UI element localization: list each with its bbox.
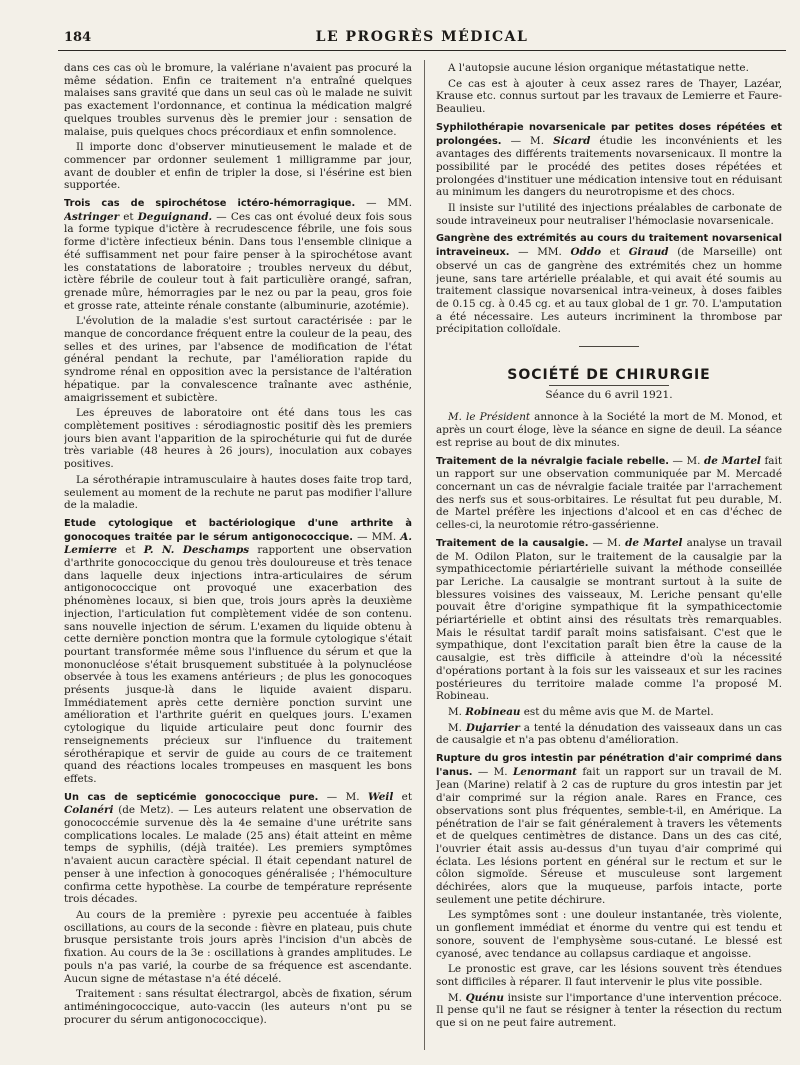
left-column (64, 62, 412, 1052)
page-number: 184 (64, 30, 92, 45)
heading-rule (549, 385, 669, 386)
author: Sicard (553, 134, 591, 147)
author: Lenormant (512, 765, 577, 778)
paragraph: Les symptômes sont : une douleur instantanée, très violente, un gonflement immédiat et énorme du ventre qui est tendu et sonore, souvent de l'emphysème sous-cutané. Le blessé est cyanosé, avec tendance au collapsus cardiaque et angoisse. (436, 909, 782, 960)
paragraph: Ce cas est à ajouter à ceux assez rares de Thayer, Lazéar, Krause etc. connus surtout par les travaux de Lemierre et Faure-Beaulieu. (436, 77, 782, 116)
page-header (58, 24, 786, 51)
author: A. Lemierre (64, 530, 412, 557)
author: Giraud (628, 246, 669, 259)
author: M. le Président (448, 411, 531, 424)
section-heading: SOCIÉTÉ DE CHIRURGIE (507, 367, 711, 384)
paragraph: Le pronostic est grave, car les lésions souvent très étendues sont difficiles à réparer. Il faut intervenir le plus vite possible. (436, 963, 782, 988)
paragraph: Au cours de la première : pyrexie peu accentuée à faibles oscillations, au cours de la seconde : fièvre en plateau, puis chute brusque persistante trois jours après l'incision d'un abcès de fixation. Au cours de la 3e : oscillations à grandes amplitudes. Le pouls n'a pas varié, la courbe de sa fréquence est ascendante. Aucun signe de métastase n'a été décelé. (64, 909, 412, 985)
article-nevralgie: Traitement de la névralgie faciale rebelle. — M. de Martel fait un rapport sur une observation communiquée par M. Mercadé concernant un cas de névralgie faciale traitée par l'arrachement des nerfs sus et sous-orbitaires. Le résultat fut peu durable, M. de Martel préfère les injections d'alcool et en cas d'échec de celles-ci, la neurotomie rétro-gassérienne. (436, 454, 782, 532)
article-arthrite: Etude cytologique et bactériologique d'une arthrite à gonocoques traitée par le sérum antigonococcique. — MM. A. Lemierre et P. N. Deschamps rapportent une observation d'arthrite gonococcique du genou très douloureuse et très tenace dans laquelle deux injections intra-articulaires de sérum antigonococcique ont provoqué une exacerbation des phénomènes locaux, si bien que, trois jours après la deuxième injection, l'articulation fut complètement vidée de son contenu. sans nouvelle injection de sérum. L'examen du liquide obtenu à cette dernière ponction montra que la formule cytologique s'était pourtant transformée même sous l'influence du sérum et que la mononucléose s'était brusquement substituée à la polynucléose observée à tous les examens antérieurs ; de plus les gonocoques présents jusque-là dans le liquide avaient disparu. Immédiatement après cette dernière ponction survint une amélioration et l'arthrite guérit en quelques jours. L'examen cytologique du liquide articulaire peut donc fournir des renseignements précieux sur l'influence du traitement sérothérapique et servir de guide au cours de ce traitement quand des réactions locales trompeuses en masquent les bons effets. (64, 517, 412, 785)
author: Dujarrier (465, 721, 520, 734)
paragraph: L'évolution de la maladie s'est surtout caractérisée : par le manque de concordance fréquent entre la couleur de la peau, des selles et des urines, par l'absence de modification de l'état général pendant la rechute, par l'amélioration rapide du syndrome rénal en opposition avec la persistance de l'altération hépatique. par la convalescence traînante avec asthénie, amaigrissement et subictère. (64, 315, 412, 404)
author: de Martel (704, 454, 761, 467)
author: Deguignand. (137, 210, 213, 223)
author: Robineau (465, 705, 521, 718)
article-title: Traitement de la causalgie. (436, 537, 589, 549)
section-separator (579, 346, 639, 347)
author: Colanéri (64, 804, 114, 817)
paragraph: M. Dujarrier a tenté la dénudation des vaisseaux dans un cas de causalgie et n'a pas obtenu d'amélioration. (436, 721, 782, 747)
paragraph: Il insiste sur l'utilité des injections préalables de carbonate de soude intraveineux pour neutraliser l'hémoclasie novarsenicale. (436, 202, 782, 227)
author: Weil (367, 790, 394, 803)
paragraph: La sérothérapie intramusculaire à hautes doses faite trop tard, seulement au moment de la rechute ne parut pas modifier l'allure de la maladie. (64, 473, 412, 512)
author: Quénu (465, 991, 504, 1004)
article-gangrene: Gangrène des extrémités au cours du traitement novarsenical intraveineux. — MM. Oddo et Giraud (de Marseille) ont observé un cas de gangrène des extrémités chez un homme jeune, sans tare artérielle préalable, et qui avait été soumis au traitement classique novarsenical intra-veineux, à doses faibles de 0.15 cg. à 0.45 cg. et au taux global de 1 gr. 70. L'amputation a été nécessaire. Les auteurs incriminent la thrombose par précipitation colloïdale. (436, 233, 782, 336)
article-title: Rupture du gros intestin par pénétration d'air comprimé dans l'anus. (436, 753, 782, 778)
column-divider (424, 60, 425, 1050)
running-title: LE PROGRÈS MÉDICAL (315, 29, 529, 45)
article-syphilotherapie: Syphilothérapie novarsenicale par petites doses répétées et prolongées. — M. Sicard étudie les inconvénients et les avantages des différents traitements novarsenicaux. Il montre la possibilité par le procédé des petites doses répétées et prolongées d'instituer une médication intensive tout en réduisant au minimum les dangers du neurotropisme et des chocs. (436, 121, 782, 199)
article-title: Gangrène des extrémités au cours du traitement novarsenical intraveineux. (436, 233, 782, 259)
author: de Martel (625, 536, 683, 549)
author: P. N. Deschamps (143, 544, 250, 557)
right-column (436, 62, 782, 1052)
paragraph: Les épreuves de laboratoire ont été dans tous les cas complètement positives : sérodiagnostic positif dès les premiers jours bien avant l'apparition de la spirochéturie qui fut de durée très variable (48 heures à 26 jours), inoculation aux cobayes positives. (64, 407, 412, 471)
article-title: Trois cas de spirochétose ictéro-hémorragique. (64, 198, 356, 210)
article-spirochetose: Trois cas de spirochétose ictéro-hémorragique. — MM. Astringer et Deguignand. — Ces cas ont évolué deux fois sous la forme typique d'ictère à recrudescence fébrile, une fois sous forme d'ictère infectieux bénin. Dans tous l'ensemble clinique a été suffisamment net pour faire penser à la spirochétose avant les constatations de laboratoire ; troubles nerveux du début, ictère fébrile de couleur tout à fait particulière orangé, safran, grenade mûre, hémorragies par le nez ou par la peau, gros foie et grosse rate, atteinte rénale constante (albuminurie, azotémie). (64, 197, 412, 312)
article-title: Syphilothérapie novarsenicale par petites doses répétées et prolongées. (436, 121, 782, 147)
article-causalgie: Traitement de la causalgie. — M. de Martel analyse un travail de M. Odilon Platon, sur le traitement de la causalgie par la sympathicectomie périartérielle suivant la méthode conseillée par Leriche. La causalgie se montrant surtout à la suite de blessures voisines des vaisseaux, M. Leriche pensant qu'elle pouvait être d'origine sympathique fit la sympathicectomie périartérielle et obtint ainsi des résultats très remarquables. Mais le résultat tardif paraît moins satisfaisant. C'est que le sympathique, dont l'excitation paraît bien être la cause de la causalgie, est très difficile à atteindre d'où la nécessité d'opérations portant à la fois sur les vaisseaux et sur les racines postérieures du territoire malade comme l'a proposé M. Robineau. (436, 536, 782, 703)
author: Oddo (570, 246, 601, 259)
article-septicemie: Un cas de septicémie gonococcique pure. — M. Weil et Colanéri (de Metz). — Les auteurs relatent une observation de gonococcémie survenue dès la 4e semaine d'une urétrite sans complications locales. Le malade (25 ans) était atteint en même temps de syphilis, (déjà traitée). Les premiers symptômes n'avaient aucun caractère spécial. Il était cependant naturel de penser à une infection à gonocoques généralisée ; l'hémoculture confirma cette hypothèse. La courbe de température représente trois décades. (64, 790, 412, 906)
article-title: Un cas de septicémie gonococcique pure. (64, 791, 319, 803)
article-title: Traitement de la névralgie faciale rebelle. (436, 455, 669, 467)
paragraph: M. Quénu insiste sur l'importance d'une intervention précoce. Il pense qu'il ne faut se résigner à tenter la résection du rectum que si on ne peut faire autrement. (436, 991, 782, 1030)
session-date: Séance du 6 avril 1921. (545, 388, 673, 401)
article-rupture-intestin: Rupture du gros intestin par pénétration d'air comprimé dans l'anus. — M. Lenormant fait un rapport sur un travail de M. Jean (Marine) relatif à 2 cas de rupture du gros intestin par jet d'air comprimé sur la région anale. Rares en France, ces observations sont plus fréquentes, semble-t-il, en Amérique. La pénétration de l'air se fait généralement à travers les vêtements et de quelques centimètres de distance. Dans un des cas cité, l'ouvrier était assis au-dessus d'un tuyau d'air comprimé qui éclata. Les lésions portent en général sur le rectum et sur le côlon sigmoïde. Séreuse et musculeuse sont largement déchirées, alors que la muqueuse, parfois intacte, porte seulement une petite déchirure. (436, 753, 782, 906)
paragraph: Il importe donc d'observer minutieusement le malade et de commencer par ordonner seulement 1 milligramme par jour, avant de doubler et enfin de tripler la dose, si l'ésérine est bien supportée. (64, 141, 412, 192)
paragraph: A l'autopsie aucune lésion organique métastatique nette. (448, 62, 749, 74)
paragraph: Traitement : sans résultat électrargol, abcès de fixation, sérum antiméningococcique, auto-vaccin (les auteurs n'ont pu se procurer du sérum antigonococcique). (64, 988, 412, 1026)
paragraph: M. le Président annonce à la Société la mort de M. Monod, et après un court éloge, lève la séance en signe de deuil. La séance est reprise au bout de dix minutes. (436, 411, 782, 449)
paragraph: M. Robineau est du même avis que M. de Martel. (448, 705, 714, 718)
article-title: Etude cytologique et bactériologique d'une arthrite à gonocoques traitée par le sérum antigonococcique. (64, 517, 412, 543)
paragraph: dans ces cas où le bromure, la valériane n'avaient pas procuré la même sédation. Enfin ce traitement n'a entraîné quelques malaises sans gravité que dans un seul cas où le malade ne suivit pas exactement l'ordonnance, et continua la médication malgré quelques troubles survenus dès le premier jour : sensation de malaise, puis quelques chocs précordiaux et enfin somnolence. (64, 62, 412, 138)
author: Astringer (64, 210, 120, 223)
